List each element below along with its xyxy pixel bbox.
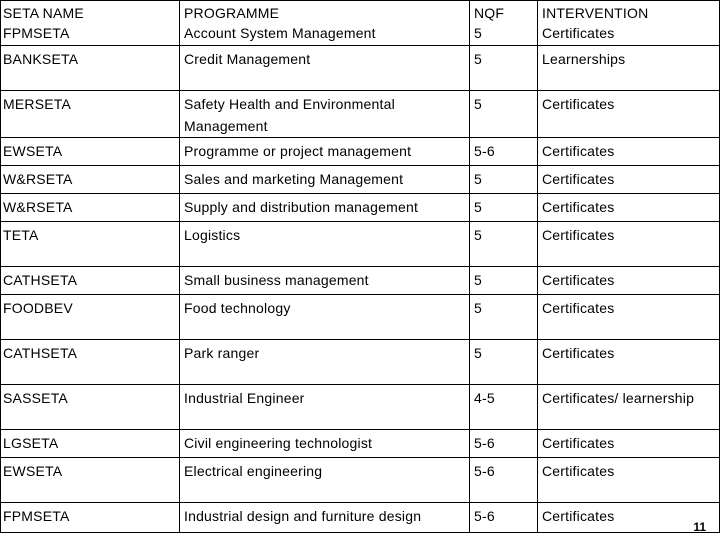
seta-name: EWSETA xyxy=(1,458,180,503)
programme-name: Programme or project management xyxy=(180,138,470,166)
intervention-type: Learnerships xyxy=(538,46,720,91)
intervention-type: Certificates xyxy=(542,25,615,41)
table-row xyxy=(1,430,720,458)
seta-name: W&RSETA xyxy=(1,194,180,222)
nqf-level: 5 xyxy=(470,46,538,91)
programme-name: Electrical engineering xyxy=(180,458,470,503)
page-number: 11 xyxy=(693,520,706,534)
table-row xyxy=(1,267,720,295)
table-row xyxy=(1,166,720,194)
programme-cell xyxy=(180,1,470,46)
header-programme: PROGRAMME xyxy=(184,5,280,21)
table-row xyxy=(1,503,720,533)
nqf-level: 5-6 xyxy=(470,430,538,458)
programme-name: Small business management xyxy=(180,267,470,295)
programme-name: Park ranger xyxy=(180,340,470,385)
programme-name: Safety Health and Environmental Management xyxy=(180,91,470,138)
programme-name: Industrial design and furniture design xyxy=(180,503,470,533)
intervention-type: Certificates xyxy=(538,430,720,458)
programme-name: Supply and distribution management xyxy=(180,194,470,222)
seta-name: FPMSETA xyxy=(3,25,70,41)
nqf-level: 5 xyxy=(470,91,538,138)
seta-name: LGSETA xyxy=(1,430,180,458)
nqf-level: 5 xyxy=(470,340,538,385)
seta-name: MERSETA xyxy=(1,91,180,138)
table-row xyxy=(1,46,720,91)
seta-name: TETA xyxy=(1,222,180,267)
intervention-type: Certificates xyxy=(538,503,720,533)
header-nqf: NQF xyxy=(474,5,505,21)
intervention-type: Certificates xyxy=(538,267,720,295)
seta-name: CATHSETA xyxy=(1,267,180,295)
seta-name: BANKSETA xyxy=(1,46,180,91)
programme-name: Logistics xyxy=(180,222,470,267)
nqf-level: 5 xyxy=(470,166,538,194)
nqf-level: 5-6 xyxy=(470,138,538,166)
intervention-type: Certificates xyxy=(538,194,720,222)
nqf-level: 5 xyxy=(470,222,538,267)
table-row xyxy=(1,194,720,222)
intervention-type: Certificates xyxy=(538,91,720,138)
seta-name: W&RSETA xyxy=(1,166,180,194)
intervention-type: Certificates xyxy=(538,458,720,503)
seta-name: FOODBEV xyxy=(1,295,180,340)
seta-name: EWSETA xyxy=(1,138,180,166)
programme-name: Account System Management xyxy=(184,25,376,41)
programme-name: Sales and marketing Management xyxy=(180,166,470,194)
table-row xyxy=(1,295,720,340)
intervention-type: Certificates xyxy=(538,166,720,194)
table-row xyxy=(1,138,720,166)
seta-name-cell xyxy=(1,1,180,46)
nqf-level: 5 xyxy=(470,267,538,295)
programme-name: Industrial Engineer xyxy=(180,385,470,430)
header-intervention: INTERVENTION xyxy=(542,5,649,21)
intervention-type: Certificates xyxy=(538,138,720,166)
table-row xyxy=(1,385,720,430)
nqf-level: 5 xyxy=(470,194,538,222)
intervention-type: Certificates/ learnership xyxy=(538,385,720,430)
nqf-level: 5 xyxy=(470,295,538,340)
nqf-level: 5-6 xyxy=(470,503,538,533)
table-row xyxy=(1,340,720,385)
seta-name: CATHSETA xyxy=(1,340,180,385)
nqf-level: 4-5 xyxy=(470,385,538,430)
seta-name: SASSETA xyxy=(1,385,180,430)
nqf-level: 5-6 xyxy=(470,458,538,503)
intervention-type: Certificates xyxy=(538,222,720,267)
table-row xyxy=(1,222,720,267)
table-row xyxy=(1,1,720,46)
table-row xyxy=(1,91,720,138)
header-seta-name: SETA NAME xyxy=(3,5,84,21)
seta-name: FPMSETA xyxy=(1,503,180,533)
table-row xyxy=(1,458,720,503)
programme-name: Food technology xyxy=(180,295,470,340)
nqf-level: 5 xyxy=(474,25,482,41)
intervention-cell xyxy=(538,1,720,46)
programme-name: Credit Management xyxy=(180,46,470,91)
intervention-type: Certificates xyxy=(538,295,720,340)
programme-name: Civil engineering technologist xyxy=(180,430,470,458)
intervention-type: Certificates xyxy=(538,340,720,385)
nqf-cell xyxy=(470,1,538,46)
